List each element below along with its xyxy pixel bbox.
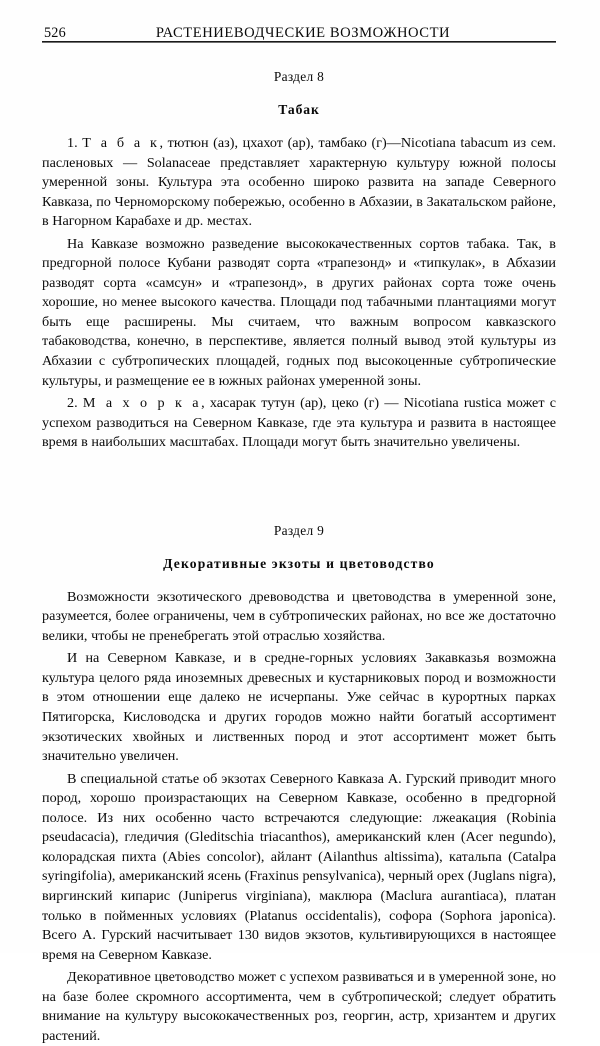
page-number: 526 (44, 25, 66, 41)
paragraph-tobacco-1: 1. Т а б а к, тютюн (аз), цхахот (ар), тамбако (г)—Nicotiana tabacum из сем. пасленовых — Solanaceae представляет характерную культуру южной полосы умеренной зоны. Культура эта особенно широко развита на западе Северного Кавказа, по Черноморскому побережью, особенно в Абхазии, в Закатальском районе, в Нагорном Карабахе и др. местах. (42, 135, 556, 230)
term-headword: М а х о р к а (82, 395, 202, 412)
header-divider-rule (42, 41, 556, 43)
term-headword: Т а б а к (82, 135, 160, 151)
section-title-tobacco: Табак (278, 102, 320, 117)
section-number-8: Раздел 8 (273, 69, 325, 84)
text-column (0, 69, 600, 1046)
running-title: РАСТЕНИЕВОДЧЕСКИЕ ВОЗМОЖНОСТИ (155, 25, 451, 41)
section-number-9: Раздел 9 (273, 522, 325, 538)
paragraph-ornamental-2: И на Северном Кавказе, и в средне-горных условиях Закавказья возможна культура целого ряда иноземных древесных и кустарниковых пород и возможности в этом отношении еще далеко не исчерпаны. Уже сейчас в курортных парках Пятигорска, Кисловодска и других городов можно найти богатый ассортимент экзотических хвойных и лиственных пород и этот ассортимент может быть значительно увеличен. (42, 650, 556, 765)
paragraph-ornamental-1: Возможности экзотического древоводства и цветоводства в умеренной зоне, разумеется, более ограничены, чем в субтропических районах, но все же достаточно велики, чтобы не пренебрегать этой отраслью хозяйства. (42, 588, 556, 644)
running-head (0, 0, 600, 41)
paragraph-ornamental-3: В специальной статье об экзотах Северного Кавказа А. Гурский приводит много пород, хорошо произрастающих на Северном Кавказе, особенно в предгорной полосе. Из них особенно часто встречаются следующие: лжеакация (Robinia pseudacacia), гледичия (Gleditschia triacanthos), американский клен (Acer negundo), колорадская пихта (Abies concolor), айлант (Ailanthus altissima), катальпа (Catalpa syringifolia), американский ясень (Fraxinus pensylvanica), черный орех (Juglans nigra), виргинский кипарис (Juniperus virginiana), маклюра (Maclura aurantiaca), платан только в пойменных условиях (Platanus occidentalis), софора (Sophora japonica). Всего А. Гурский насчитывает 130 видов экзотов, культивирующихся в настоящее время на Северном Кавказе. (42, 770, 556, 963)
paragraph-ornamental-4: Декоративное цветоводство может с успехом развиваться и в умеренной зоне, но на базе более скромного ассортимента, чем в субтропической; следует обратить внимание на культуру высококачественных роз, георгин, астр, хризантем и других растений. (42, 969, 556, 1044)
paragraph-tobacco-2: На Кавказе возможно разведение высококачественных сортов табака. Так, в предгорной полосе Кубани разводят сорта «трапезонд» и «типкулак», в Абхазии разводят сорта «самсун» и «трапезонд», в других районах сорта тоже очень хорошие, но менее высокого качества. Площади под табачными плантациями могут быть еще расширены. Мы считаем, что важным вопросом кавказского табаководства, конечно, в перспективе, является полный вывод этой культуры из Абхазии с субтропических площадей, годных под высокоценные субтропические культуры, и размещение ее в южных районах умеренной зоны. (42, 235, 556, 389)
section-title-ornamental: Декоративные экзоты и цветоводство (163, 555, 435, 571)
paragraph-tobacco-3: 2. М а х о р к а, хасарак тутун (ар), цеко (г) — Nicotiana rustica может с успехом разводиться на Северном Кавказе, где эта культура и развита в настоящее время в наибольших масштабах. Площади могут быть значительно увеличены. (42, 395, 556, 451)
section-spacer (42, 453, 556, 497)
